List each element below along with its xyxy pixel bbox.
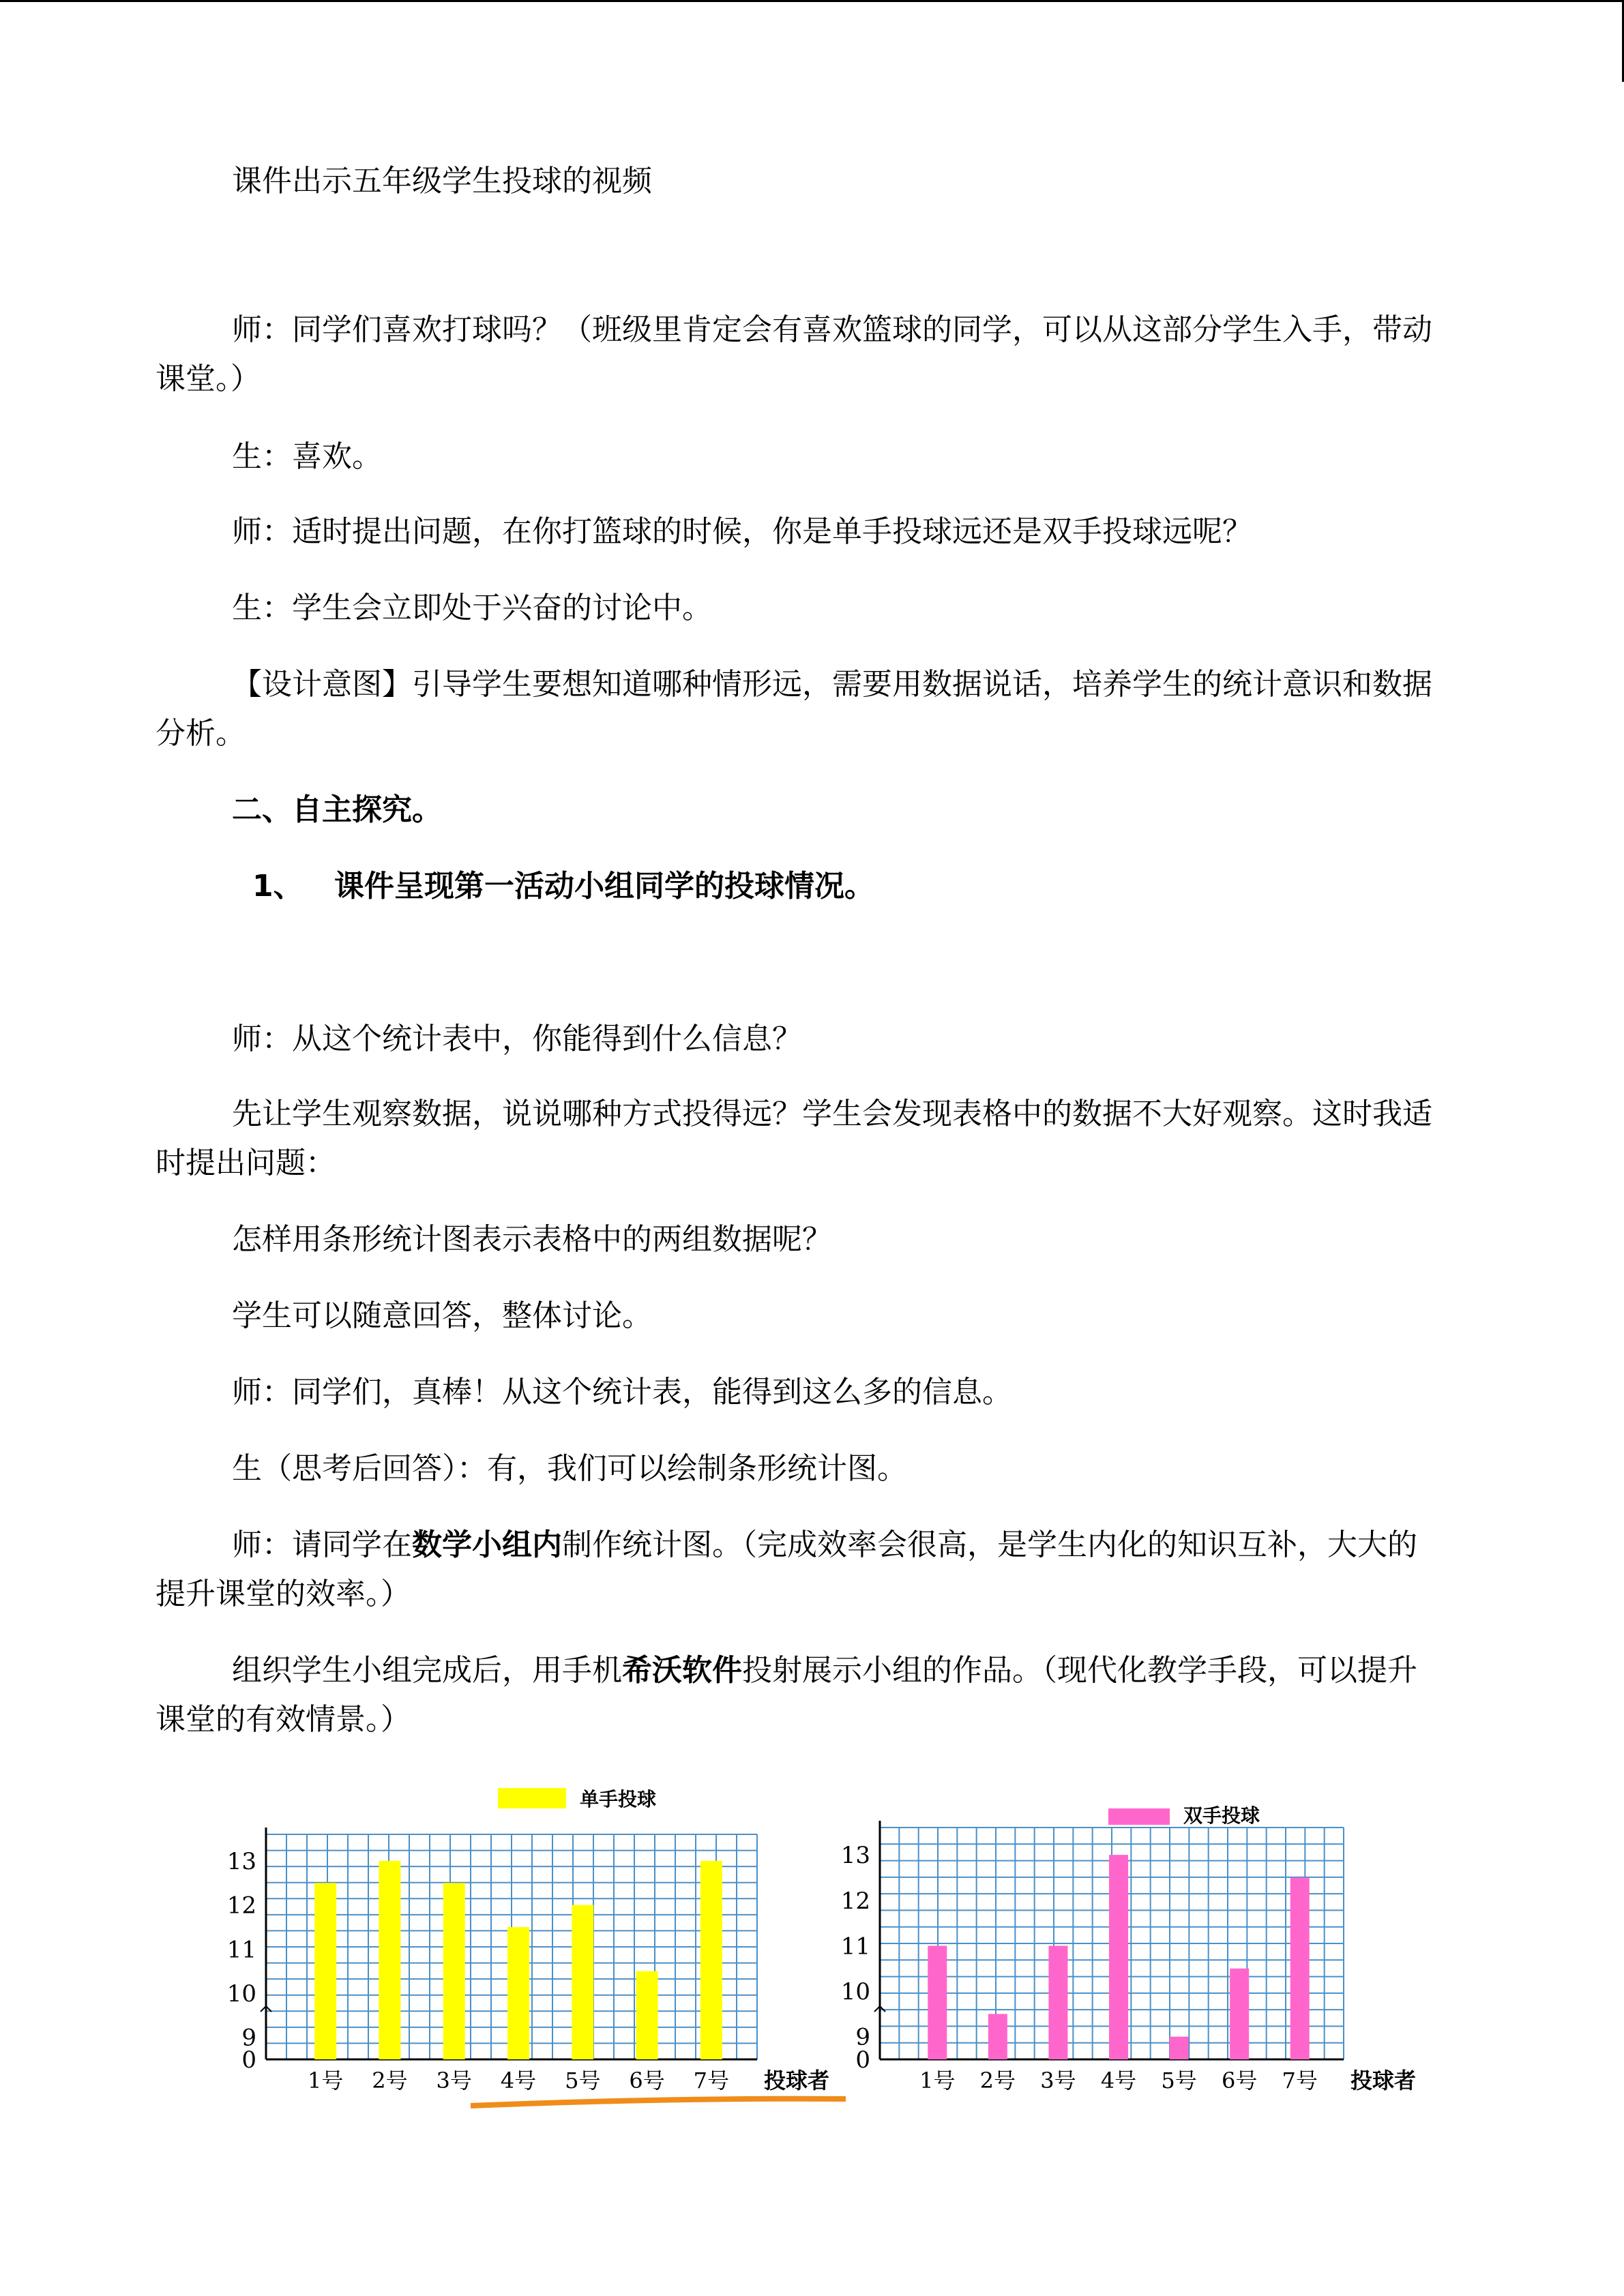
paragraph-design-intent: 【设计意图】引导学生要想知道哪种情形远，需要用数据说话，培养学生的统计意识和数据分析。 — [156, 667, 1432, 751]
bar-5 — [1170, 2037, 1189, 2059]
x-tick-label: 7号 — [693, 2068, 730, 2093]
paragraph-11: 师：同学们，真棒！从这个统计表，能得到这么多的信息。 — [232, 1375, 1012, 1410]
bar-5 — [572, 1905, 593, 2059]
x-tick-label: 1号 — [919, 2068, 956, 2093]
paragraph-7: 师：从这个统计表中，你能得到什么信息？ — [232, 1022, 802, 1056]
paragraph-3: 生：喜欢。 — [232, 439, 382, 474]
y-tick-label: 10 — [840, 1978, 870, 2006]
x-tick-label: 6号 — [1221, 2068, 1258, 2093]
x-tick-label: 2号 — [979, 2068, 1016, 2093]
highlight-underline — [471, 2099, 846, 2106]
paragraph-9: 怎样用条形统计图表示表格中的两组数据呢？ — [232, 1222, 832, 1257]
p14-text-a: 组织学生小组完成后，用手机 — [232, 1653, 622, 1688]
p13-emphasis: 数学小组内 — [412, 1527, 562, 1562]
y-tick-label: 12 — [226, 1892, 256, 1920]
paragraph-5: 生：学生会立即处于兴奋的讨论中。 — [232, 591, 712, 625]
paragraph-1: 课件出示五年级学生投球的视频 — [232, 164, 652, 198]
bar-4 — [1109, 1855, 1128, 2059]
y-tick-label: 10 — [226, 1980, 256, 2008]
p14-emphasis: 希沃软件 — [622, 1653, 742, 1688]
x-axis-label: 投球者 — [764, 2068, 830, 2093]
y-tick-label: 13 — [840, 1842, 870, 1870]
x-tick-label: 3号 — [1040, 2068, 1076, 2093]
paragraph-10: 学生可以随意回答，整体讨论。 — [232, 1298, 652, 1333]
legend-swatch — [1108, 1808, 1170, 1825]
paragraph-12: 生（思考后回答）：有，我们可以绘制条形统计图。 — [232, 1451, 907, 1486]
legend-label: 单手投球 — [580, 1788, 657, 1810]
p13-text-a: 师：请同学在 — [232, 1527, 412, 1562]
y-tick-label: 13 — [226, 1847, 256, 1875]
bar-7 — [700, 1861, 722, 2059]
x-axis-label: 投球者 — [1350, 2068, 1417, 2093]
bar-1 — [928, 1945, 947, 2059]
legend-label: 双手投球 — [1183, 1804, 1260, 1827]
y-tick-label: 9 — [241, 2024, 256, 2052]
x-tick-label: 7号 — [1282, 2068, 1318, 2093]
bar-6 — [1230, 1969, 1249, 2059]
subheading-number: 1、 — [252, 869, 304, 904]
chart-two-hand — [840, 1800, 1446, 2114]
x-tick-label: 5号 — [1161, 2068, 1197, 2093]
x-tick-label: 5号 — [565, 2068, 601, 2093]
paragraph-13 — [156, 1521, 1438, 1619]
paragraph-4: 师：适时提出问题，在你打篮球的时候，你是单手投球远还是双手投球远呢？ — [232, 514, 1252, 549]
y-tick-label: 0 — [855, 2046, 870, 2074]
bar-2 — [988, 2014, 1007, 2059]
bar-1 — [314, 1883, 336, 2059]
y-tick-label: 9 — [855, 2023, 870, 2051]
y-tick-label: 11 — [840, 1933, 870, 1960]
bar-3 — [1048, 1945, 1067, 2059]
section-heading-2: 二、自主探究。 — [232, 792, 442, 827]
x-tick-label: 1号 — [307, 2068, 344, 2093]
x-tick-label: 4号 — [500, 2068, 537, 2093]
bar-7 — [1290, 1877, 1310, 2059]
legend-swatch — [498, 1788, 566, 1808]
x-tick-label: 4号 — [1100, 2068, 1137, 2093]
p14-text-c: 投射展示小组的作品。（现代化教学手段，可以提升课堂的有效情景。） — [156, 1653, 1417, 1737]
p13-text-c: 制作统计图。（完成效率会很高，是学生内化的知识互补，大大的提升课堂的效率。） — [156, 1527, 1417, 1611]
bar-2 — [379, 1861, 400, 2059]
bar-4 — [507, 1927, 529, 2059]
subheading-1: 课件呈现第一活动小组同学的投球情况。 — [334, 869, 874, 904]
y-tick-label: 12 — [840, 1887, 870, 1915]
bar-3 — [443, 1883, 465, 2059]
x-tick-label: 3号 — [436, 2068, 472, 2093]
y-tick-label: 11 — [226, 1936, 256, 1964]
paragraph-14 — [156, 1646, 1438, 1744]
y-tick-label: 0 — [241, 2046, 256, 2074]
x-tick-label: 6号 — [629, 2068, 665, 2093]
paragraph-8: 先让学生观察数据，说说哪种方式投得远？学生会发现表格中的数据不大好观察。这时我适时提出问题： — [156, 1097, 1432, 1180]
page-top-border — [0, 0, 1624, 2]
x-tick-label: 2号 — [372, 2068, 408, 2093]
chart-single-hand — [225, 1773, 853, 2114]
paragraph-2: 师：同学们喜欢打球吗？（班级里肯定会有喜欢篮球的同学，可以从这部分学生入手，带动课堂。） — [156, 312, 1432, 396]
bar-6 — [636, 1971, 658, 2059]
